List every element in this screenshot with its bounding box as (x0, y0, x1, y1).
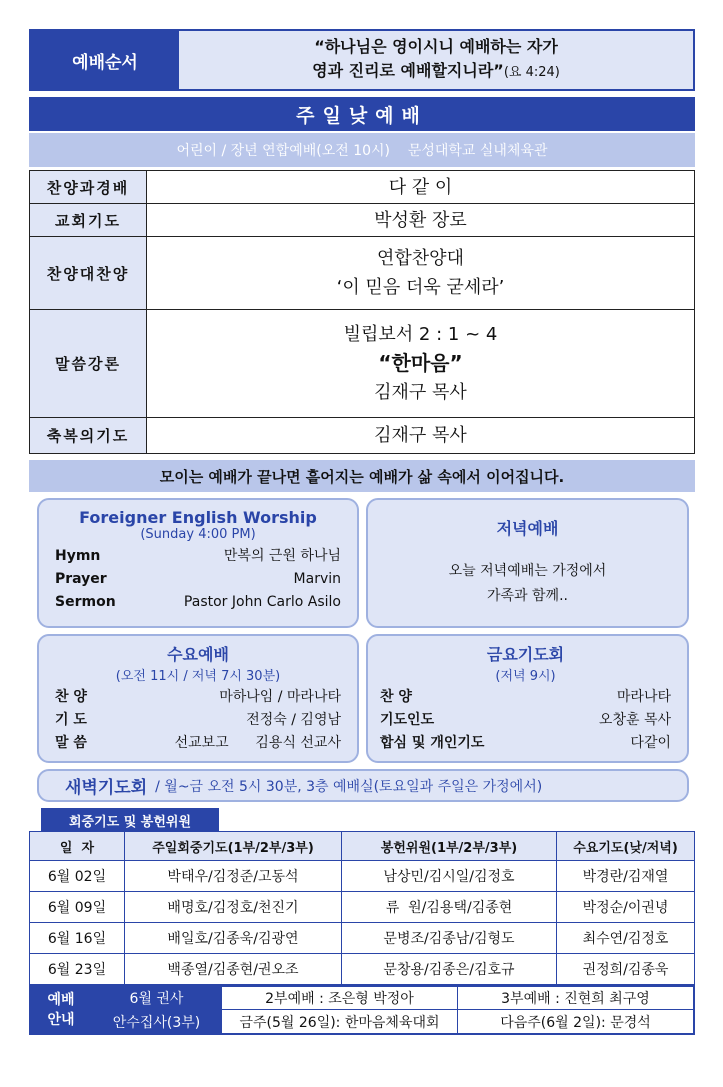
english-worship-time: (Sunday 4:00 PM) (140, 527, 256, 542)
table-cell: 6월 09일 (30, 892, 125, 923)
table-header-row (30, 832, 695, 861)
order-label: 찬양대찬양 (30, 237, 147, 310)
order-row (30, 418, 695, 454)
evening-line-1: 오늘 저녁예배는 가정에서 (448, 563, 607, 579)
order-value (147, 237, 695, 310)
list-item (380, 686, 671, 709)
roster-table (29, 831, 695, 985)
list-item (380, 732, 671, 755)
table-cell: 배일호/김종욱/김광연 (125, 923, 342, 954)
table-row (30, 923, 695, 954)
item-key: Prayer (55, 571, 107, 587)
order-value: 박성환 장로 (147, 204, 695, 237)
wednesday-service-title: 수요예배 (167, 645, 229, 664)
order-value: 다 같 이 (147, 171, 695, 204)
roster-tab: 회중기도 및 봉헌위원 (41, 808, 219, 832)
list-item (55, 686, 341, 709)
table-cell: 남상민/김시일/김정호 (342, 861, 557, 892)
header-label: 예배순서 (31, 31, 179, 89)
worship-info-grid (91, 987, 693, 1033)
item-value: 전정숙 / 김영남 (246, 712, 341, 728)
sunday-service-subtitle: 어린이 / 장년 연합예배(오전 10시) 문성대학교 실내체육관 (29, 133, 695, 167)
table-row (30, 892, 695, 923)
header (29, 29, 695, 91)
item-value: Pastor John Carlo Asilo (183, 594, 341, 610)
info-key: 안수집사(3부) (91, 1010, 221, 1033)
table-cell: 권정희/김종욱 (557, 954, 695, 985)
quote-line-2: 영과 진리로 예배할지니라” (312, 61, 504, 80)
order-label: 말씀강론 (30, 310, 147, 418)
table-cell: 6월 02일 (30, 861, 125, 892)
table-cell: 문창용/김종은/김호규 (342, 954, 557, 985)
wednesday-service-box (37, 634, 359, 763)
dawn-prayer-bar (37, 769, 689, 802)
worship-info (29, 985, 695, 1035)
list-item (55, 732, 341, 755)
scripture-quote (179, 31, 693, 89)
info-key: 6월 권사 (91, 987, 221, 1010)
sunday-service-title: 주일낮예배 (29, 97, 695, 131)
item-value: Marvin (293, 571, 341, 587)
table-cell: 배명호/김정호/천진기 (125, 892, 342, 923)
item-key: 찬 양 (55, 689, 87, 705)
service-order-table (29, 170, 695, 454)
closing-banner: 모이는 예배가 끝나면 흩어지는 예배가 삶 속에서 이어집니다. (29, 460, 695, 492)
item-value: 마라나타 (616, 689, 671, 705)
item-key: 말 씀 (55, 735, 87, 751)
table-cell: 백종열/김종현/권오조 (125, 954, 342, 985)
info-value: 다음주(6월 2일): 문경석 (457, 1010, 693, 1033)
table-cell: 문병조/김종남/김형도 (342, 923, 557, 954)
table-cell: 류 원/김용택/김종현 (342, 892, 557, 923)
info-value: 3부예배 : 진현희 최구영 (457, 987, 693, 1010)
item-value: 오창훈 목사 (598, 712, 671, 728)
item-value: 다같이 (630, 735, 671, 751)
friday-prayer-time: (저녁 9시) (495, 669, 556, 684)
table-cell: 박태우/김정준/고동석 (125, 861, 342, 892)
scripture-passage: 빌립보서 2 : 1 ~ 4 (343, 324, 498, 345)
hymn-title: ‘이 믿음 더욱 굳세라’ (336, 277, 505, 298)
worship-info-label-1: 예배 (47, 992, 75, 1008)
order-value: 김재구 목사 (147, 418, 695, 454)
preacher: 김재구 목사 (374, 382, 467, 403)
table-cell: 6월 23일 (30, 954, 125, 985)
list-item (55, 568, 341, 591)
info-value: 2부예배 : 조은형 박정아 (221, 987, 457, 1010)
order-row (30, 237, 695, 310)
item-value: 선교보고 김용식 선교사 (174, 735, 341, 751)
friday-prayer-title: 금요기도회 (486, 645, 565, 664)
item-key: 찬 양 (380, 689, 412, 705)
list-item (55, 709, 341, 732)
item-key: Sermon (55, 594, 116, 610)
order-label: 축복의기도 (30, 418, 147, 454)
wednesday-service-time: (오전 11시 / 저녁 7시 30분) (115, 669, 281, 684)
column-header: 일 자 (30, 832, 125, 861)
order-row (30, 171, 695, 204)
item-value: 만복의 근원 하나님 (223, 548, 341, 564)
column-header: 수요기도(낮/저녁) (557, 832, 695, 861)
choir-name: 연합찬양대 (377, 248, 464, 269)
worship-info-label (31, 987, 91, 1033)
item-key: 합심 및 개인기도 (380, 735, 485, 751)
table-cell: 박정순/이권녕 (557, 892, 695, 923)
order-label: 찬양과경배 (30, 171, 147, 204)
info-value: 금주(5월 26일): 한마음체육대회 (221, 1010, 457, 1033)
table-cell: 최수연/김정호 (557, 923, 695, 954)
item-key: Hymn (55, 548, 101, 564)
order-value (147, 310, 695, 418)
table-row (30, 954, 695, 985)
item-key: 기도인도 (380, 712, 435, 728)
evening-line-2: 가족과 함께.. (487, 588, 568, 604)
dawn-prayer-detail: / 월~금 오전 5시 30분, 3층 예배실(토요일과 주일은 가정에서) (155, 778, 543, 795)
evening-service-box (366, 498, 689, 628)
english-worship-box (37, 498, 359, 628)
item-key: 기 도 (55, 712, 87, 728)
quote-line-1: “하나님은 영이시니 예배하는 자가 (314, 37, 558, 56)
table-row (30, 861, 695, 892)
friday-prayer-box (366, 634, 689, 763)
sermon-title: “한마음” (378, 351, 463, 375)
table-cell: 박경란/김재열 (557, 861, 695, 892)
english-worship-title: Foreigner English Worship (79, 508, 317, 527)
order-row (30, 204, 695, 237)
list-item (380, 709, 671, 732)
list-item (55, 591, 341, 614)
worship-info-label-2: 안내 (47, 1012, 75, 1028)
item-value: 마하나임 / 마라나타 (219, 689, 341, 705)
column-header: 주일회중기도(1부/2부/3부) (125, 832, 342, 861)
list-item (55, 545, 341, 568)
evening-service-title: 저녁예배 (496, 519, 559, 538)
quote-reference: (요 4:24) (503, 65, 560, 80)
order-label: 교회기도 (30, 204, 147, 237)
dawn-prayer-title: 새벽기도회 (65, 778, 148, 798)
table-cell: 6월 16일 (30, 923, 125, 954)
column-header: 봉헌위원(1부/2부/3부) (342, 832, 557, 861)
order-row (30, 310, 695, 418)
